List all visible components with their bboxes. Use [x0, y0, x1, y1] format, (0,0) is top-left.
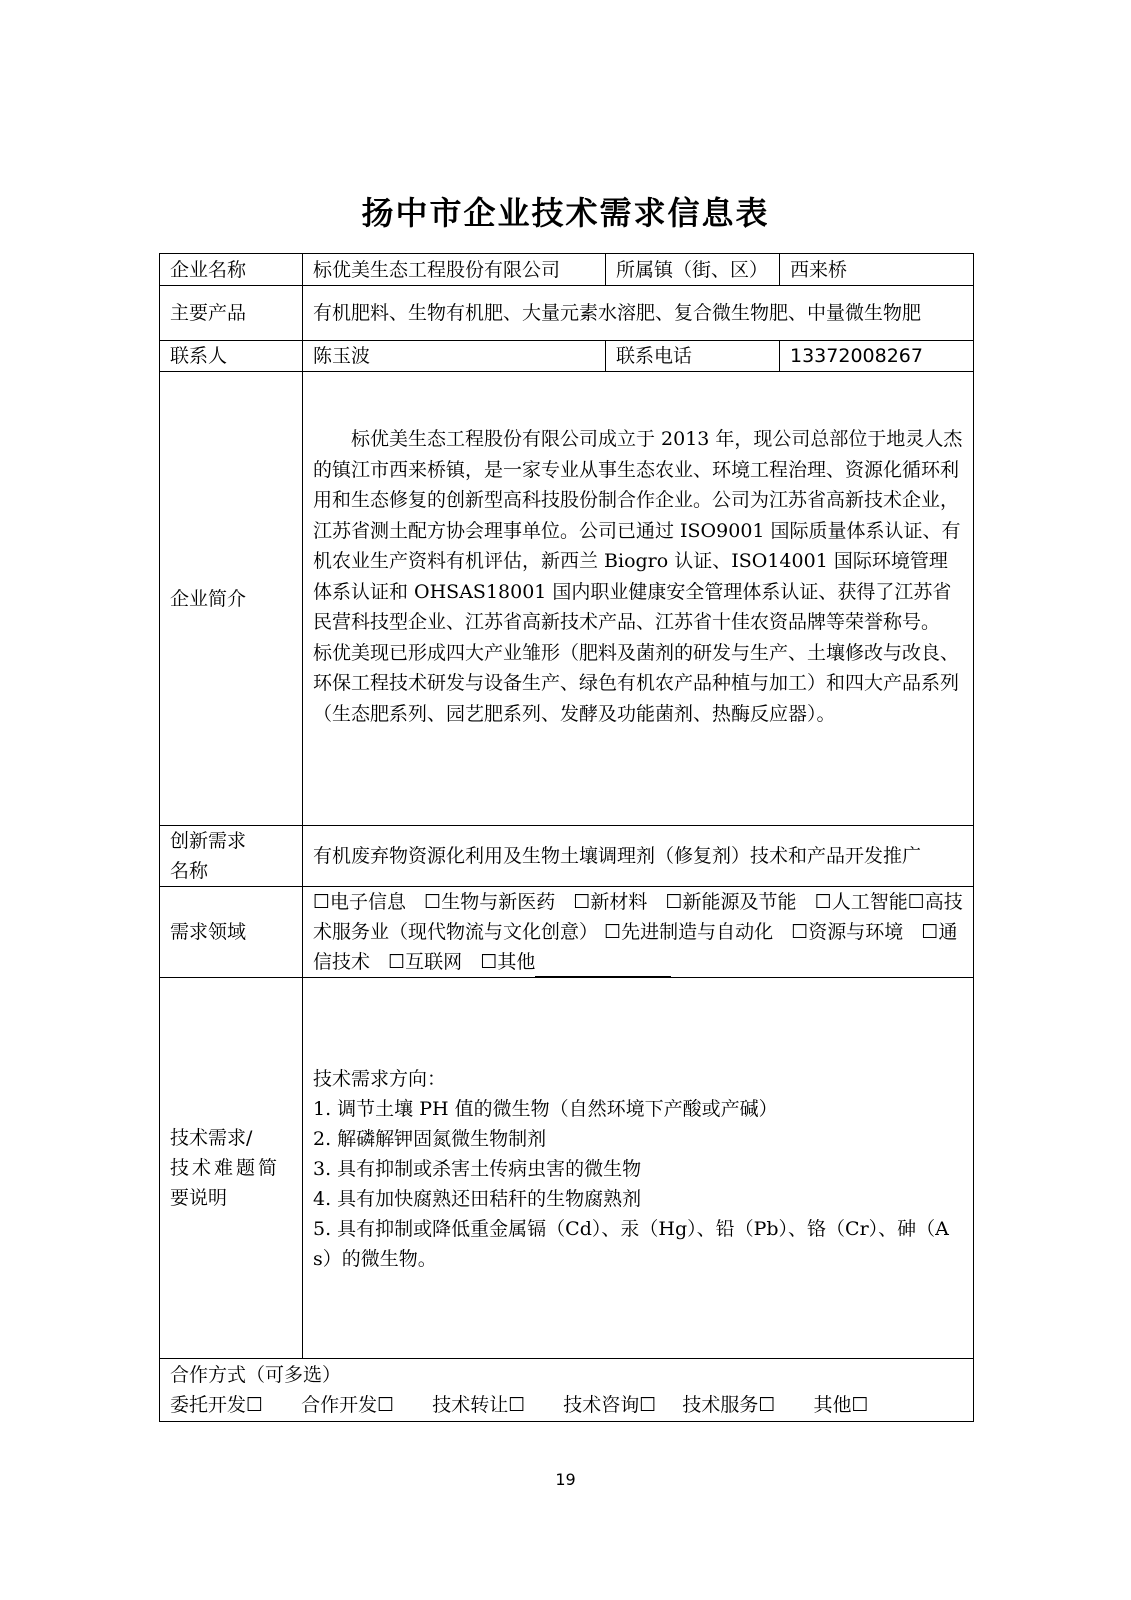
tech-item: 1. 调节土壤 PH 值的微生物（自然环境下产酸或产碱） — [313, 1098, 778, 1120]
tech-label-line-2: 技术难题简 — [170, 1157, 281, 1179]
page-title: 扬中市企业技术需求信息表 — [361, 194, 770, 232]
town-value: 西来桥 — [780, 254, 974, 286]
domain-option-telecom[interactable]: ☐通信技术 — [313, 921, 958, 973]
coop-option-commissioned[interactable]: 委托开发☐ — [170, 1394, 264, 1416]
town-label: 所属镇（街、区） — [606, 254, 780, 286]
domain-option-electronics[interactable]: ☐电子信息 — [313, 891, 407, 913]
tech-item: 5. 具有抑制或降低重金属镉（Cd）、汞（Hg）、铅（Pb）、铬（Cr）、砷（As）的微生物。 — [313, 1218, 949, 1270]
domain-option-new-energy[interactable]: ☐新能源及节能 — [665, 891, 797, 913]
products-label: 主要产品 — [160, 286, 303, 341]
tech-body — [303, 978, 974, 1359]
company-name-label: 企业名称 — [160, 254, 303, 286]
tech-label-line-3: 要说明 — [170, 1187, 228, 1209]
tech-label — [160, 978, 303, 1359]
tech-item: 3. 具有抑制或杀害土传病虫害的微生物 — [313, 1158, 642, 1180]
tech-item: 2. 解磷解钾固氮微生物制剂 — [313, 1128, 547, 1150]
domain-option-other[interactable]: ☐其他 — [480, 951, 536, 973]
domain-option-biomedicine[interactable]: ☐生物与新医药 — [424, 891, 556, 913]
coop-option-consulting[interactable]: 技术咨询☐ — [563, 1394, 657, 1416]
coop-option-other[interactable]: 其他☐ — [813, 1394, 869, 1416]
domain-options — [303, 887, 974, 978]
domain-other-blank[interactable] — [535, 956, 671, 977]
intro-label: 企业简介 — [160, 372, 303, 826]
intro-paragraph-1: 标优美生态工程股份有限公司成立于 2013 年，现公司总部位于地灵人杰的镇江市西来桥镇，是一家专业从事生态农业、环境工程治理、资源化循环利用和生态修复的创新型高科技股份制合作企业。公司为江苏省高新技术企业，江苏省测土配方协会理事单位。公司已通过 ISO9001 国际质量体系认证、有机农业生产资料有机评估，新西兰 Biogro 认证、ISO14001 国际环境管理体系认证和 OHSAS18001 国内职业健康安全管理体系认证、获得了江苏省民营科技型企业、江苏省高新技术产品、江苏省十佳农资品牌等荣誉称号。 — [313, 428, 963, 633]
contact-value: 陈玉波 — [303, 341, 606, 372]
cooperation-cell — [160, 1359, 974, 1422]
coop-option-joint[interactable]: 合作开发☐ — [301, 1394, 395, 1416]
company-name-value: 标优美生态工程股份有限公司 — [303, 254, 606, 286]
tech-item: 4. 具有加快腐熟还田秸秆的生物腐熟剂 — [313, 1188, 642, 1210]
intro-body — [303, 372, 974, 826]
domain-option-resources-environment[interactable]: ☐资源与环境 — [791, 921, 904, 943]
demand-name-label — [160, 826, 303, 887]
intro-paragraph-2: 标优美现已形成四大产业雏形（肥料及菌剂的研发与生产、土壤修改与改良、环保工程技术研发与设备生产、绿色有机农产品种植与加工）和四大产品系列（生态肥系列、园艺肥系列、发酵及功能菌剂、热酶反应器）。 — [313, 641, 960, 725]
domain-option-new-materials[interactable]: ☐新材料 — [573, 891, 648, 913]
demand-name-value: 有机废弃物资源化利用及生物土壤调理剂（修复剂）技术和产品开发推广 — [303, 826, 974, 887]
page-number: 19 — [555, 1470, 576, 1489]
tech-demand-form — [159, 253, 974, 1422]
demand-name-label-line-1: 创新需求 — [170, 830, 247, 852]
domain-option-internet[interactable]: ☐互联网 — [388, 951, 463, 973]
tech-heading: 技术需求方向： — [313, 1068, 447, 1090]
coop-option-service[interactable]: 技术服务☐ — [682, 1394, 776, 1416]
domain-option-hightech-services[interactable]: ☐高技术服务业（现代物流与文化创意） — [313, 891, 963, 943]
domain-option-ai[interactable]: ☐人工智能 — [814, 891, 908, 913]
products-value: 有机肥料、生物有机肥、大量元素水溶肥、复合微生物肥、中量微生物肥 — [303, 286, 974, 341]
cooperation-options — [170, 1390, 963, 1420]
cooperation-label: 合作方式（可多选） — [170, 1364, 342, 1386]
contact-label: 联系人 — [160, 341, 303, 372]
domain-option-advanced-manufacturing[interactable]: ☐先进制造与自动化 — [604, 921, 774, 943]
coop-option-transfer[interactable]: 技术转让☐ — [432, 1394, 526, 1416]
phone-value: 13372008267 — [780, 341, 974, 372]
phone-label: 联系电话 — [606, 341, 780, 372]
domain-label: 需求领域 — [160, 887, 303, 978]
tech-label-line-1: 技术需求/ — [170, 1127, 253, 1149]
demand-name-label-line-2: 名称 — [170, 860, 209, 882]
